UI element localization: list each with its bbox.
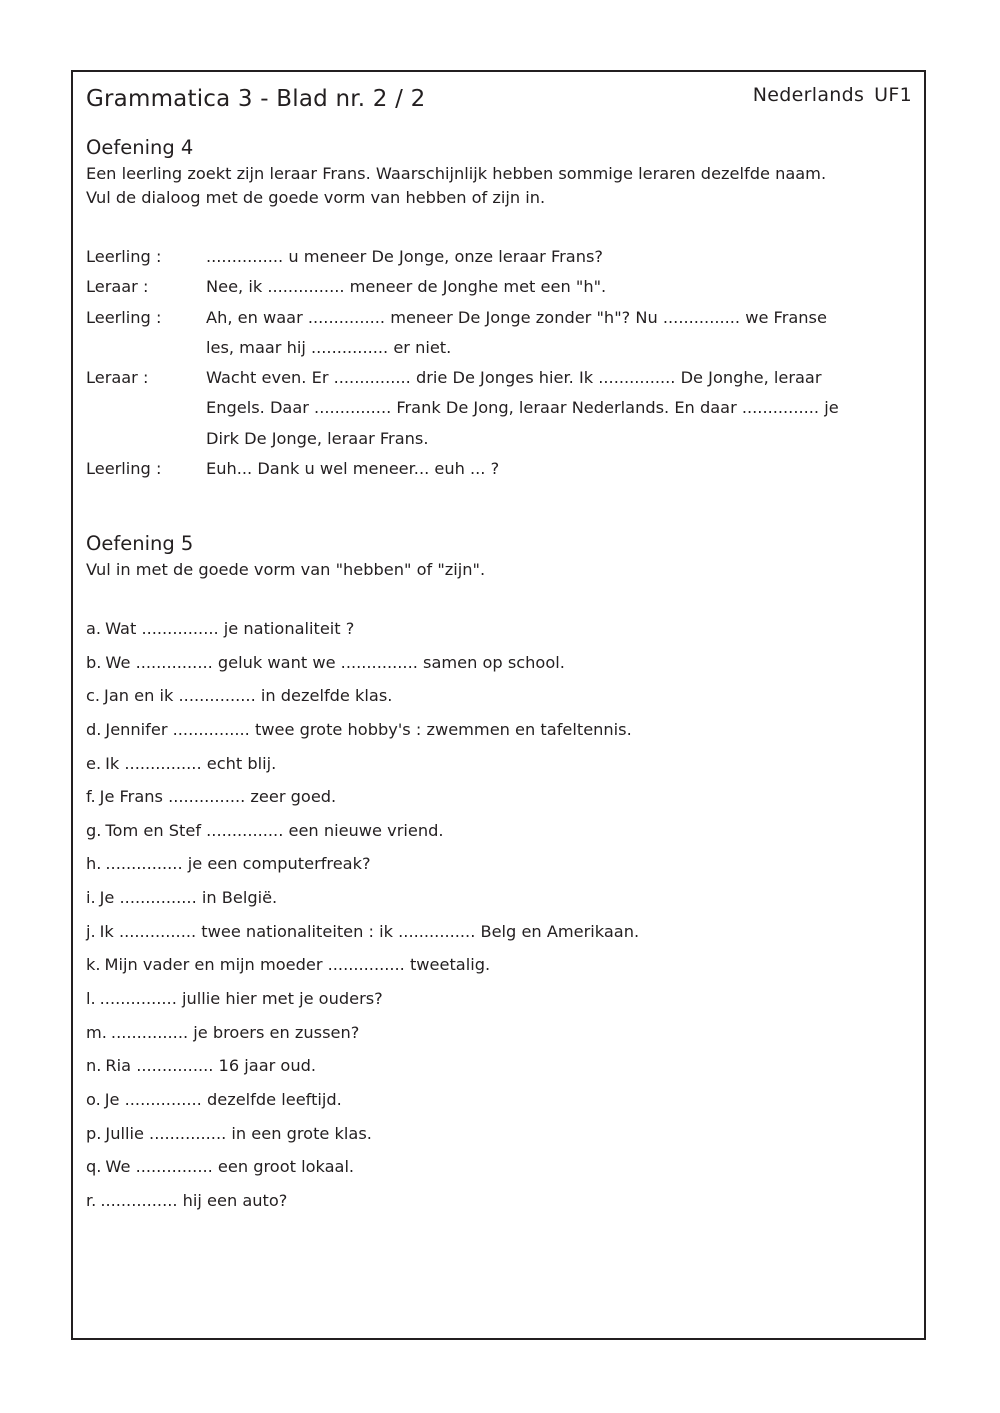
exercise-item [86, 814, 639, 848]
exercise-item [86, 948, 639, 982]
item-letter: d. [86, 719, 102, 739]
item-text: Ik ............... twee nationaliteiten : ik ............... Belg en Amerikaan. [99, 921, 640, 941]
item-letter: h. [86, 854, 102, 874]
item-text: ............... je een computerfreak? [105, 854, 371, 874]
exercise-item [86, 1083, 639, 1117]
item-text: Je ............... in België. [99, 888, 278, 908]
speaker-label: Leraar : [86, 277, 149, 297]
dialogue-line: Engels. Daar ............... Frank De Jong, leraar Nederlands. En daar ............... je [206, 398, 839, 418]
item-text: ............... je broers en zussen? [110, 1022, 360, 1042]
dialogue-row [86, 303, 906, 364]
item-text: Wat ............... je nationaliteit ? [105, 619, 355, 638]
exercise-item [86, 1150, 639, 1184]
item-letter: r. [86, 1190, 97, 1210]
subject-label [753, 84, 912, 106]
exercise-item [86, 780, 639, 814]
item-letter: e. [86, 753, 102, 773]
item-letter: n. [86, 1056, 102, 1076]
dialogue-line: Euh... Dank u wel meneer... euh ... ? [206, 459, 500, 479]
exercise-item [86, 1049, 639, 1083]
exercise5-title: Oefening 5 [86, 532, 194, 555]
dialogue-line: les, maar hij ............... er niet. [206, 337, 452, 357]
exercise-item [86, 612, 639, 646]
exercise-list [86, 612, 639, 1218]
item-letter: j. [86, 921, 96, 941]
item-text: Tom en Stef ............... een nieuwe vriend. [105, 820, 444, 840]
page-title: Grammatica 3 - Blad nr. 2 / 2 [86, 86, 426, 112]
item-text: ............... hij een auto? [100, 1190, 288, 1210]
dialogue-row [86, 272, 906, 302]
item-text: We ............... een groot lokaal. [105, 1157, 355, 1177]
item-letter: a. [86, 619, 102, 638]
speaker-label: Leerling : [86, 247, 162, 266]
course-code: UF1 [874, 84, 912, 106]
item-letter: p. [86, 1123, 102, 1143]
dialogue-line: ............... u meneer De Jonge, onze leraar Frans? [206, 247, 603, 266]
exercise-item [86, 679, 639, 713]
item-text: Jennifer ............... twee grote hobby's : zwemmen en tafeltennis. [105, 719, 632, 739]
speaker-label: Leerling : [86, 459, 162, 479]
item-text: Ria ............... 16 jaar oud. [105, 1056, 317, 1076]
speaker-label: Leerling : [86, 307, 162, 327]
item-letter: k. [86, 955, 101, 975]
exercise4-instruction-line: Vul de dialoog met de goede vorm van hebben of zijn in. [86, 188, 546, 207]
exercise-item [86, 1117, 639, 1151]
item-text: Jan en ik ............... in dezelfde klas. [104, 686, 393, 706]
item-letter: q. [86, 1157, 102, 1177]
exercise-item [86, 747, 639, 781]
item-letter: c. [86, 686, 101, 706]
exercise4-instruction-line: Een leerling zoekt zijn leraar Frans. Waarschijnlijk hebben sommige leraren dezelfde naam. [86, 164, 827, 183]
item-text: Jullie ............... in een grote klas. [105, 1123, 372, 1143]
exercise-item [86, 713, 639, 747]
item-text: Je ............... dezelfde leeftijd. [104, 1089, 342, 1109]
item-text: We ............... geluk want we ............... samen op school. [105, 652, 565, 672]
item-text: ............... jullie hier met je ouders? [99, 989, 383, 1009]
dialogue-line: Ah, en waar ............... meneer De Jonge zonder "h"? Nu ............... we Franse [206, 307, 827, 327]
item-letter: f. [86, 787, 96, 807]
item-text: Je Frans ............... zeer goed. [99, 787, 337, 807]
dialogue-row [86, 454, 906, 484]
exercise4-title: Oefening 4 [86, 136, 194, 159]
exercise-item [86, 982, 639, 1016]
dialogue-row [86, 242, 906, 272]
dialogue-line: Dirk De Jonge, leraar Frans. [206, 428, 429, 448]
exercise-item [86, 1016, 639, 1050]
item-letter: m. [86, 1022, 107, 1042]
dialogue [86, 242, 906, 484]
dialogue-line: Wacht even. Er ............... drie De Jonges hier. Ik ............... De Jonghe, leraar [206, 368, 822, 388]
dialogue-line: Nee, ik ............... meneer de Jonghe met een "h". [206, 277, 607, 297]
exercise5-instruction: Vul in met de goede vorm van "hebben" of "zijn". [86, 560, 486, 579]
exercise-item [86, 1184, 639, 1218]
item-text: Ik ............... echt blij. [105, 753, 277, 773]
exercise-item [86, 646, 639, 680]
exercise-item [86, 881, 639, 915]
exercise-item [86, 847, 639, 881]
worksheet [71, 70, 926, 1340]
item-letter: b. [86, 652, 102, 672]
exercise-item [86, 915, 639, 949]
subject-name: Nederlands [752, 84, 865, 106]
item-letter: o. [86, 1089, 101, 1109]
speaker-label: Leraar : [86, 368, 149, 388]
dialogue-row [86, 363, 906, 454]
item-letter: l. [86, 989, 96, 1009]
item-letter: g. [86, 820, 102, 840]
item-text: Mijn vader en mijn moeder ............... tweetalig. [104, 955, 491, 975]
item-letter: i. [86, 888, 96, 908]
